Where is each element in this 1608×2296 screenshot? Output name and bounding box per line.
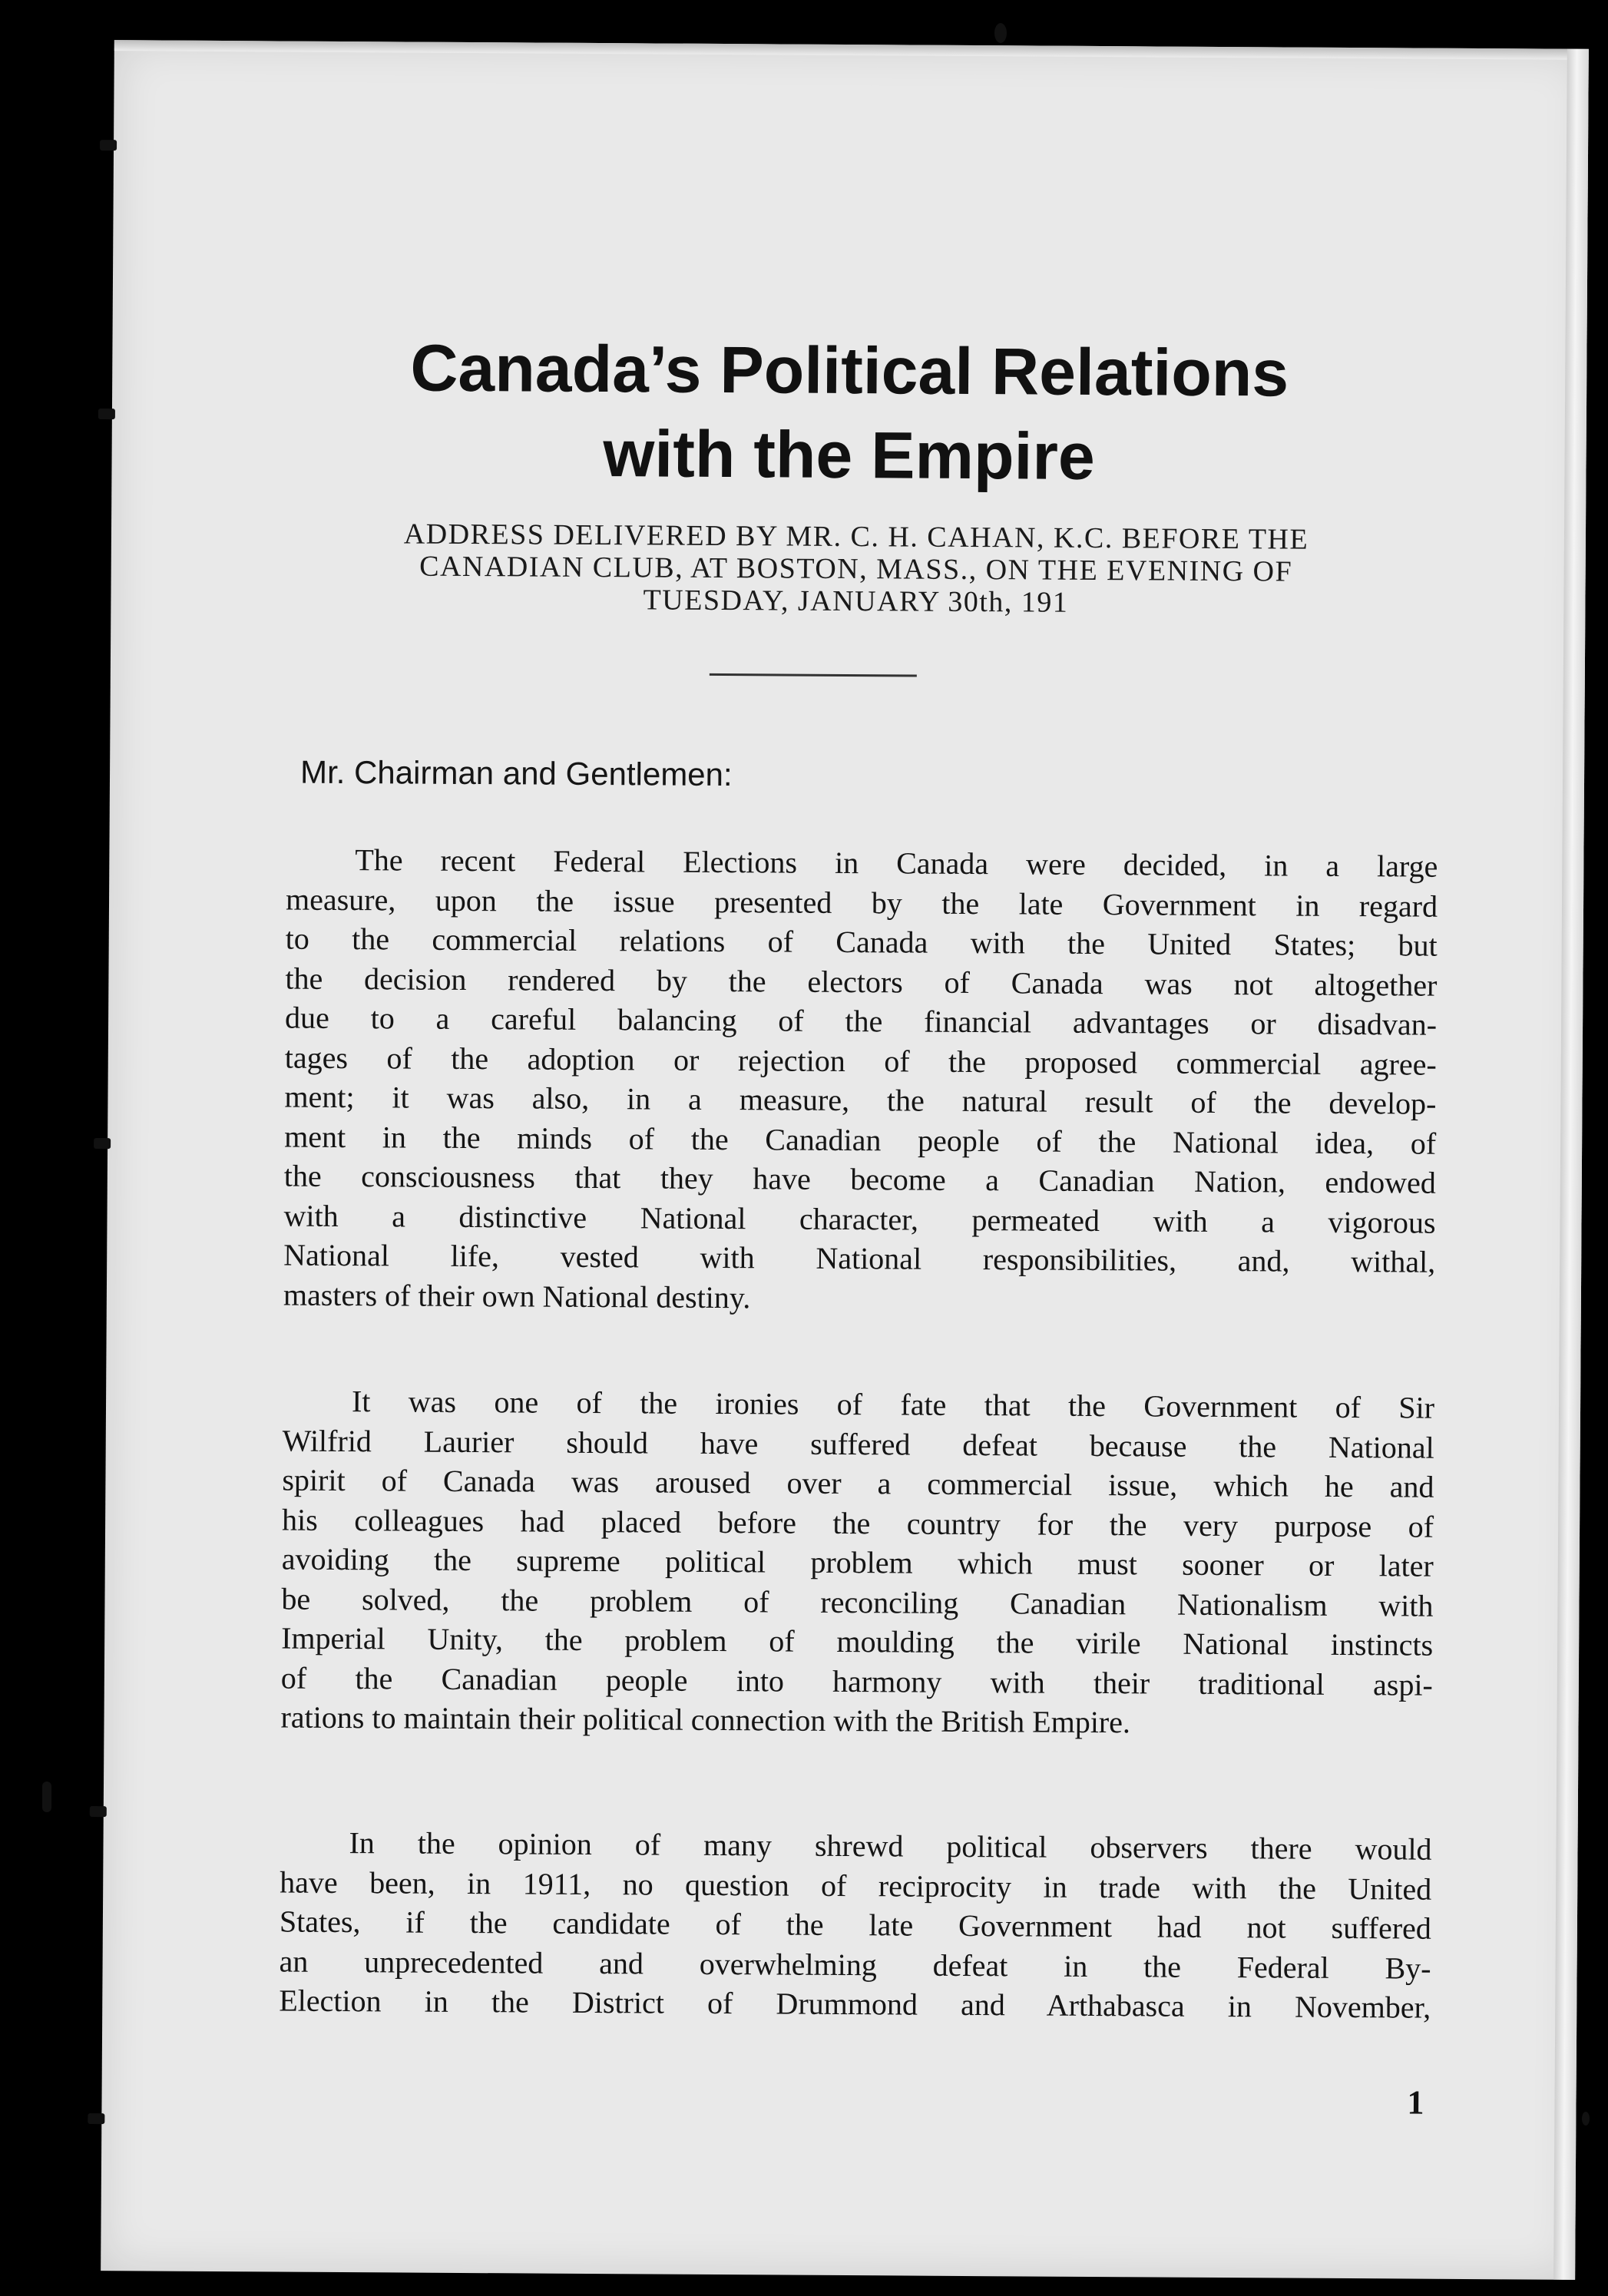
document-title-line-1: Canada’s Political Relations — [410, 331, 1289, 411]
text-line: Imperial Unity, the problem of moulding the virile National instincts — [281, 1620, 1434, 1662]
text-line: rations to maintain their political connection with the British Empire. — [280, 1699, 1131, 1740]
address-subtitle — [264, 517, 1448, 620]
text-line: States, if the candidate of the late Government had not suffered — [279, 1904, 1432, 1946]
subtitle-line: TUESDAY, JANUARY 30th, 191 — [643, 584, 1069, 619]
binding-mark — [94, 1138, 111, 1149]
text-line: be solved, the problem of reconciling Canadian Nationalism with — [281, 1581, 1434, 1623]
salutation: Mr. Chairman and Gentlemen: — [299, 753, 733, 793]
paragraph-2 — [280, 1381, 1434, 1745]
text-line: have been, in 1911, no question of reciprocity in trade with the United — [280, 1864, 1432, 1907]
paragraph-1 — [283, 840, 1438, 1322]
text-line: with a distinctive National character, permeated with a vigorous — [283, 1198, 1436, 1240]
binding-mark — [90, 1806, 107, 1817]
text-line: due to a careful balancing of the financial advantages or disadvan- — [284, 1000, 1438, 1042]
text-line: the decision rendered by the electors of Canada was not altogether — [285, 961, 1438, 1003]
page-number: 1 — [1407, 2083, 1424, 2122]
text-line: avoiding the supreme political problem which must sooner or later — [281, 1541, 1434, 1583]
text-line: the consciousness that they have become a Canadian Nation, endowed — [283, 1158, 1436, 1200]
text-line: National life, vested with National responsibilities, and, withal, — [283, 1237, 1436, 1279]
binding-mark — [100, 140, 117, 151]
document-title-line-2: with the Empire — [603, 417, 1096, 494]
text-line: his colleagues had placed before the country for the very purpose of — [281, 1502, 1434, 1544]
text-line: to the commercial relations of Canada with the United States; but — [285, 921, 1438, 963]
text-line: measure, upon the issue presented by the late Government in regard — [285, 882, 1438, 924]
text-line: ment; it was also, in a measure, the natural result of the develop- — [284, 1079, 1437, 1121]
text-line: The recent Federal Elections in Canada were decided, in a large — [355, 842, 1438, 884]
text-line: It was one of the ironies of fate that the Government of Sir — [351, 1384, 1435, 1425]
scan-speck — [42, 1782, 51, 1812]
text-line: an unprecedented and overwhelming defeat in the Federal By- — [279, 1944, 1431, 1986]
document-page — [101, 40, 1589, 2280]
text-line: Wilfrid Laurier should have suffered defeat because the National — [282, 1423, 1434, 1465]
binding-mark — [88, 2113, 104, 2124]
text-line: spirit of Canada was aroused over a commercial issue, which he and — [282, 1462, 1434, 1504]
text-line: Election in the District of Drummond and Arthabasca in November, — [279, 1983, 1431, 2025]
page-top-edge — [114, 40, 1589, 60]
section-divider — [710, 673, 917, 677]
scan-speck — [994, 23, 1007, 43]
scan-speck — [1582, 2112, 1590, 2126]
text-line: tages of the adoption or rejection of the proposed commercial agree- — [284, 1040, 1437, 1082]
text-line: ment in the minds of the Canadian people of the National idea, of — [284, 1119, 1437, 1161]
subtitle-line: CANADIAN CLUB, AT BOSTON, MASS., ON THE EVENING OF — [419, 550, 1293, 588]
text-line: of the Canadian people into harmony with their traditional aspi- — [280, 1660, 1433, 1702]
text-line: In the opinion of many shrewd political observers there would — [349, 1825, 1432, 1867]
paragraph-3 — [279, 1823, 1432, 2028]
text-line: masters of their own National destiny. — [283, 1277, 751, 1315]
subtitle-line: ADDRESS DELIVERED BY MR. C. H. CAHAN, K.C. BEFORE THE — [403, 518, 1309, 556]
